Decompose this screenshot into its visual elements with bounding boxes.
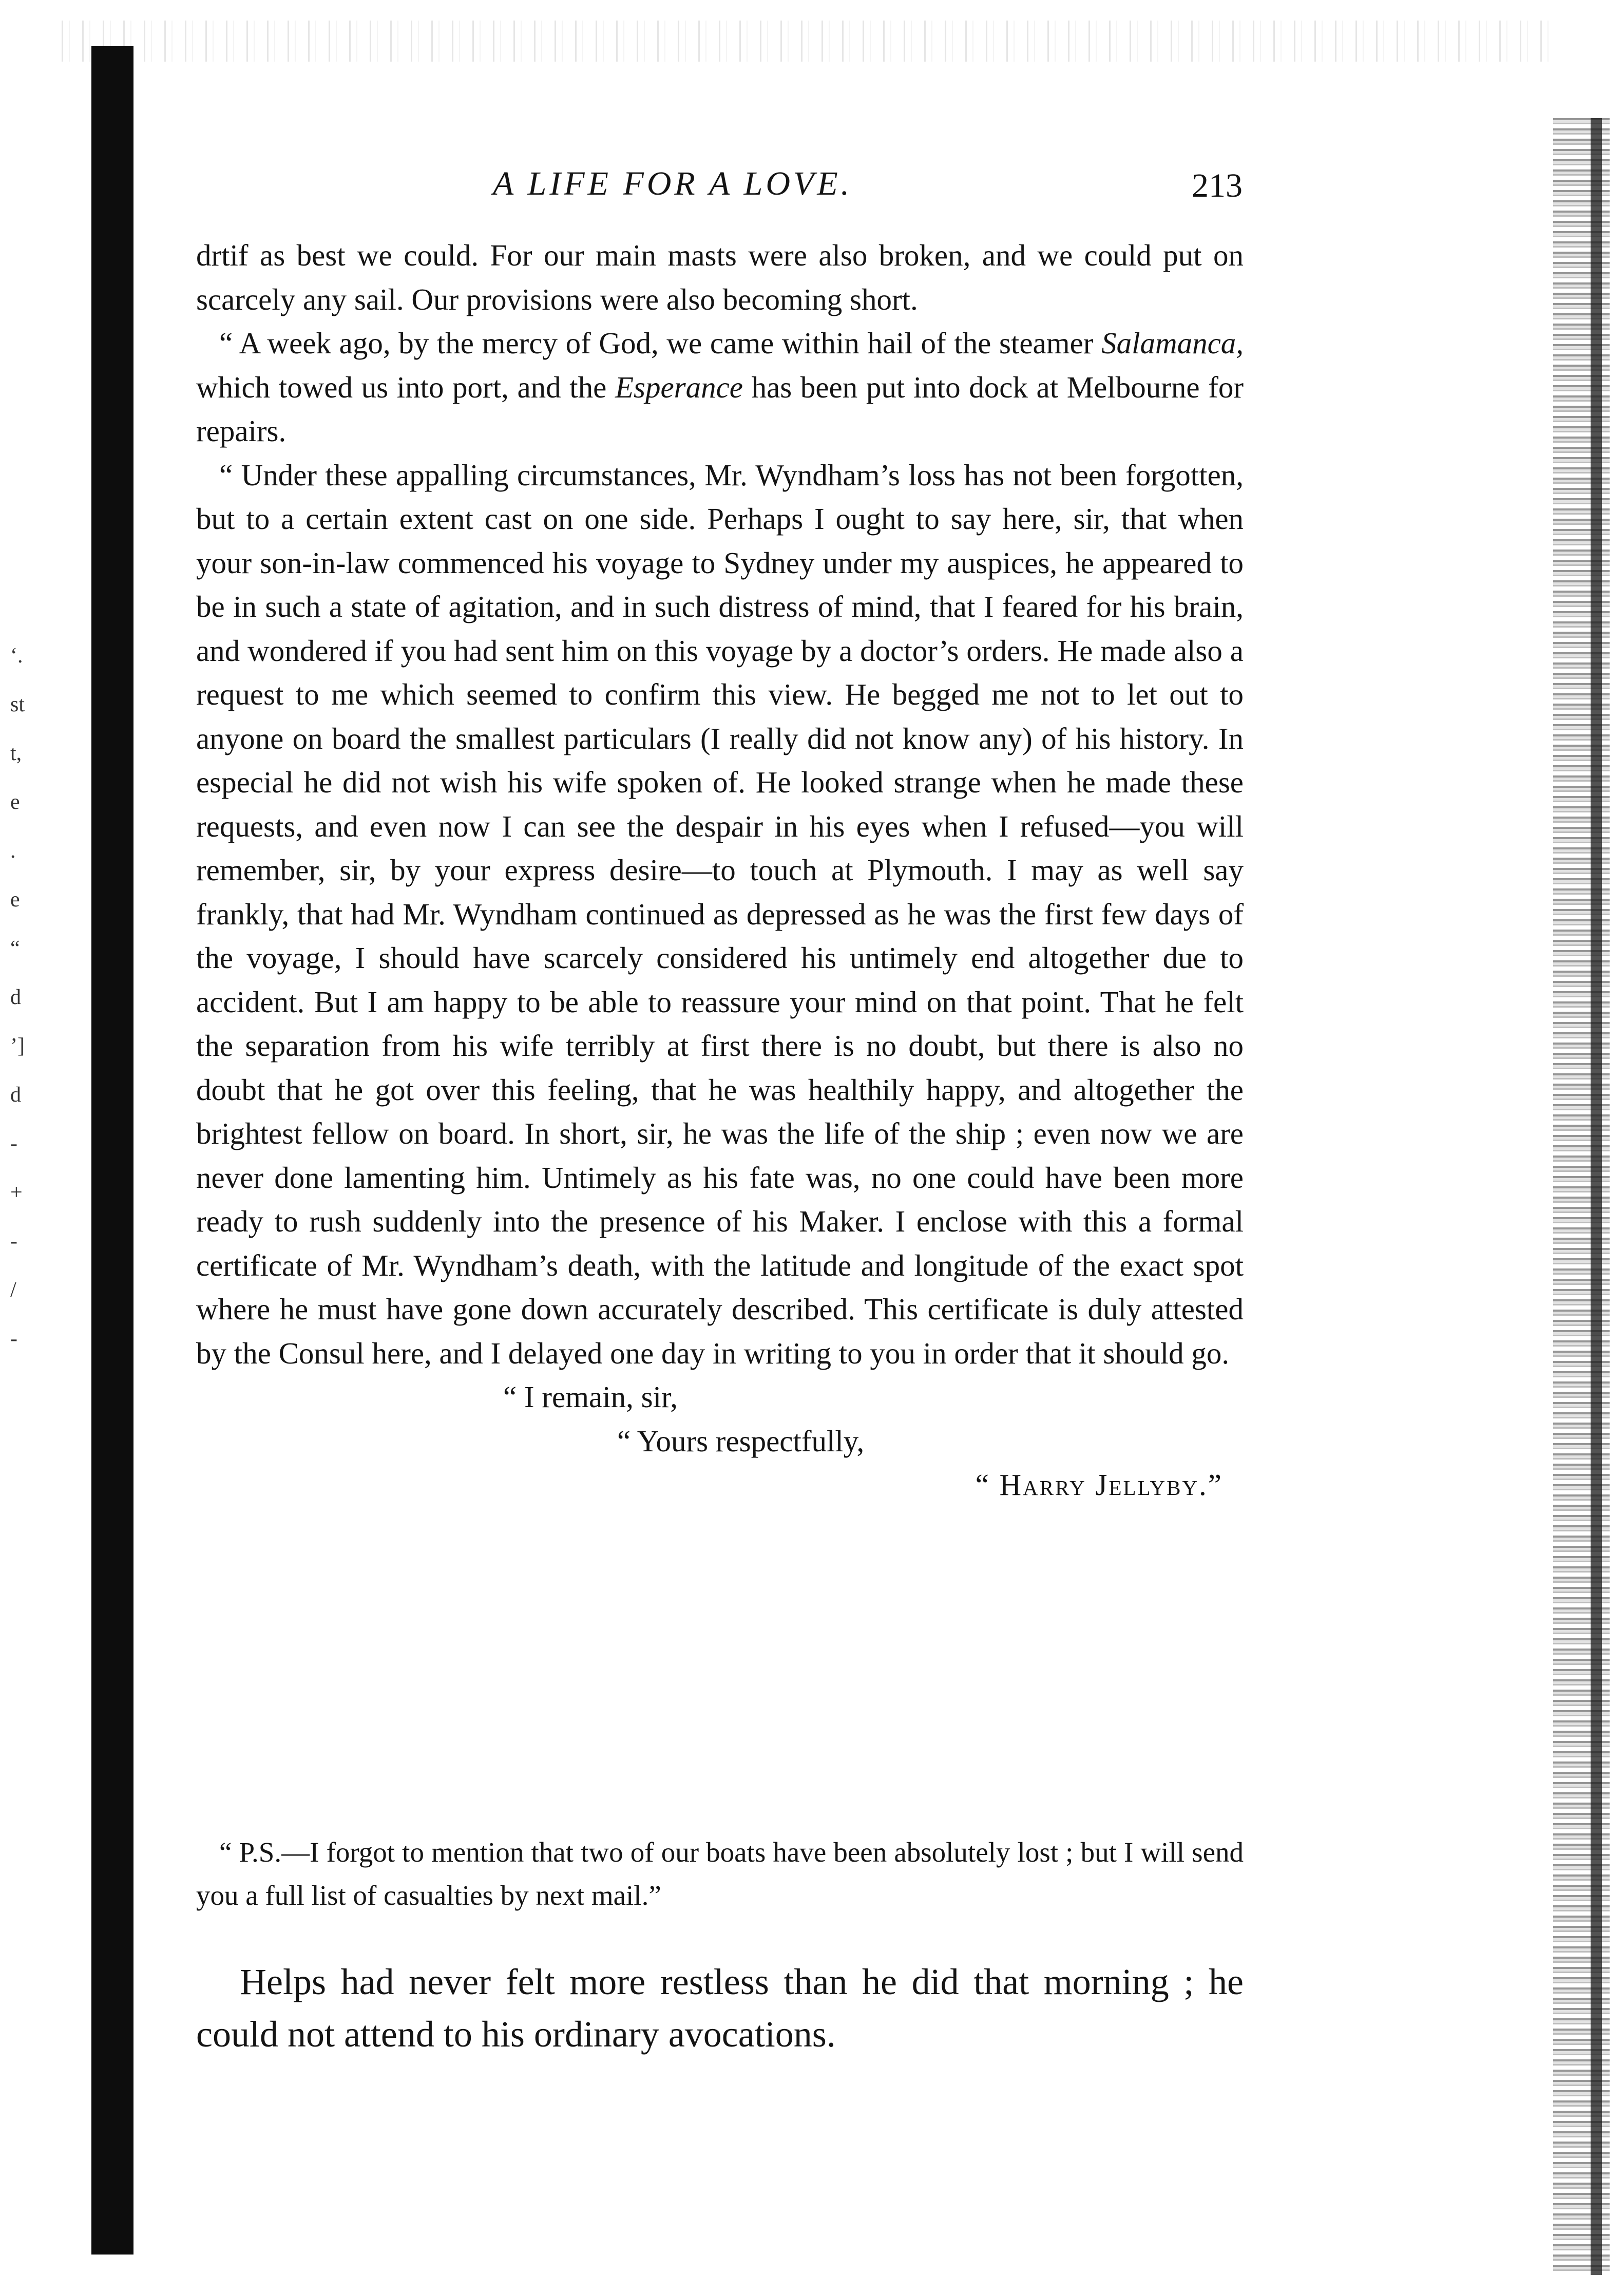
margin-fragment: . <box>10 839 16 863</box>
letter-paragraph: drtif as best we could. For our main masts were also broken, and we could put on scarcely any sail. Our provisions were also becoming short. <box>196 238 1244 316</box>
postscript-text: “ P.S.—I forgot to mention that two of our boats have been absolutely lost ; but I will send you a full list of casualties by next mail.” <box>196 1836 1244 1911</box>
margin-fragment: t, <box>10 742 22 765</box>
letter-closing: “ Yours respectfully, <box>617 1424 865 1458</box>
text-run: has been put into dock at Melbourne for repairs. <box>196 370 1244 448</box>
page-number: 213 <box>1192 167 1243 204</box>
scan-top-noise <box>62 21 1551 62</box>
text-run: “ A week ago, by the mercy of God, we came within hail of the steamer <box>219 326 1102 360</box>
postscript <box>196 1831 1244 1917</box>
ship-name: Salamanca, <box>1101 326 1244 360</box>
book-spine-shadow <box>91 46 133 2255</box>
facing-page-fragments <box>10 632 72 1363</box>
margin-fragment: e <box>10 790 20 814</box>
running-title: A LIFE FOR A LOVE. <box>493 165 853 202</box>
margin-fragment: st <box>10 693 25 716</box>
letter-closing: “ I remain, sir, <box>503 1380 678 1414</box>
letter-body <box>196 234 1244 1507</box>
margin-fragment: - <box>10 1229 17 1253</box>
letter-paragraph: “ Under these appalling circumstances, Mr. Wyndham’s loss has not been forgotten, but to a certain extent cast on one side. Perhaps I ought to say here, sir, that when your son-in-law commenced his voyage to Sydney under my auspices, he appeared to be in such a state of agitation, and in such distress of mind, that I feared for his brain, and wondered if you had sent him on this voyage by a doctor’s orders. He made also a request to me which seemed to confirm this view. He begged me not to let out to anyone on board the smallest particulars (I really did not know any) of his history. In especial he did not wish his wife spoken of. He looked strange when he made these requests, and even now I can see the despair in his eyes when I refused—you will remember, sir, by your express desire—to touch at Plymouth. I may as well say frankly, that had Mr. Wyndham continued as depressed as he was the first few days of the voyage, I should have scarcely considered his untimely end altogether due to accident. But I am happy to be able to reassure your mind on that point. That he felt the separation from his wife terribly at first there is no doubt, but there is also no doubt that he got over this feeling, that he was healthily happy, and altogether the brightest fellow on board. In short, sir, he was the life of the ship ; even now we are never done lamenting him. Untimely as his fate was, no one could have been more ready to rush suddenly into the presence of his Maker. I enclose with this a formal certificate of Mr. Wyndham’s death, with the latitude and longitude of the exact spot where he must have gone down accurately described. This certificate is duly attested by the Consul here, and I delayed one day in writing to you in order that it should go. <box>196 458 1244 1370</box>
margin-fragment: - <box>10 1132 17 1156</box>
margin-fragment: ’] <box>10 1034 25 1058</box>
letter-signature: “ Harry Jellyby.” <box>975 1468 1223 1502</box>
page-edge-line <box>1591 118 1602 2275</box>
margin-fragment: + <box>10 1181 23 1204</box>
margin-fragment: - <box>10 1327 17 1351</box>
text-run: which towed us into port, and the <box>196 370 615 404</box>
margin-fragment: ‘. <box>10 644 23 668</box>
letter-paragraph <box>196 321 1244 453</box>
ship-name: Esperance <box>615 370 743 404</box>
margin-fragment: “ <box>10 937 20 960</box>
margin-fragment: d <box>10 1083 21 1107</box>
margin-fragment: / <box>10 1278 16 1302</box>
running-head <box>185 164 1243 221</box>
narrative-paragraph: Helps had never felt more restless than he did that morning ; he could not attend to his ordinary avocations. <box>196 1961 1244 2055</box>
margin-fragment: d <box>10 986 21 1009</box>
margin-fragment: e <box>10 888 20 912</box>
narrative-text <box>196 1956 1244 2060</box>
